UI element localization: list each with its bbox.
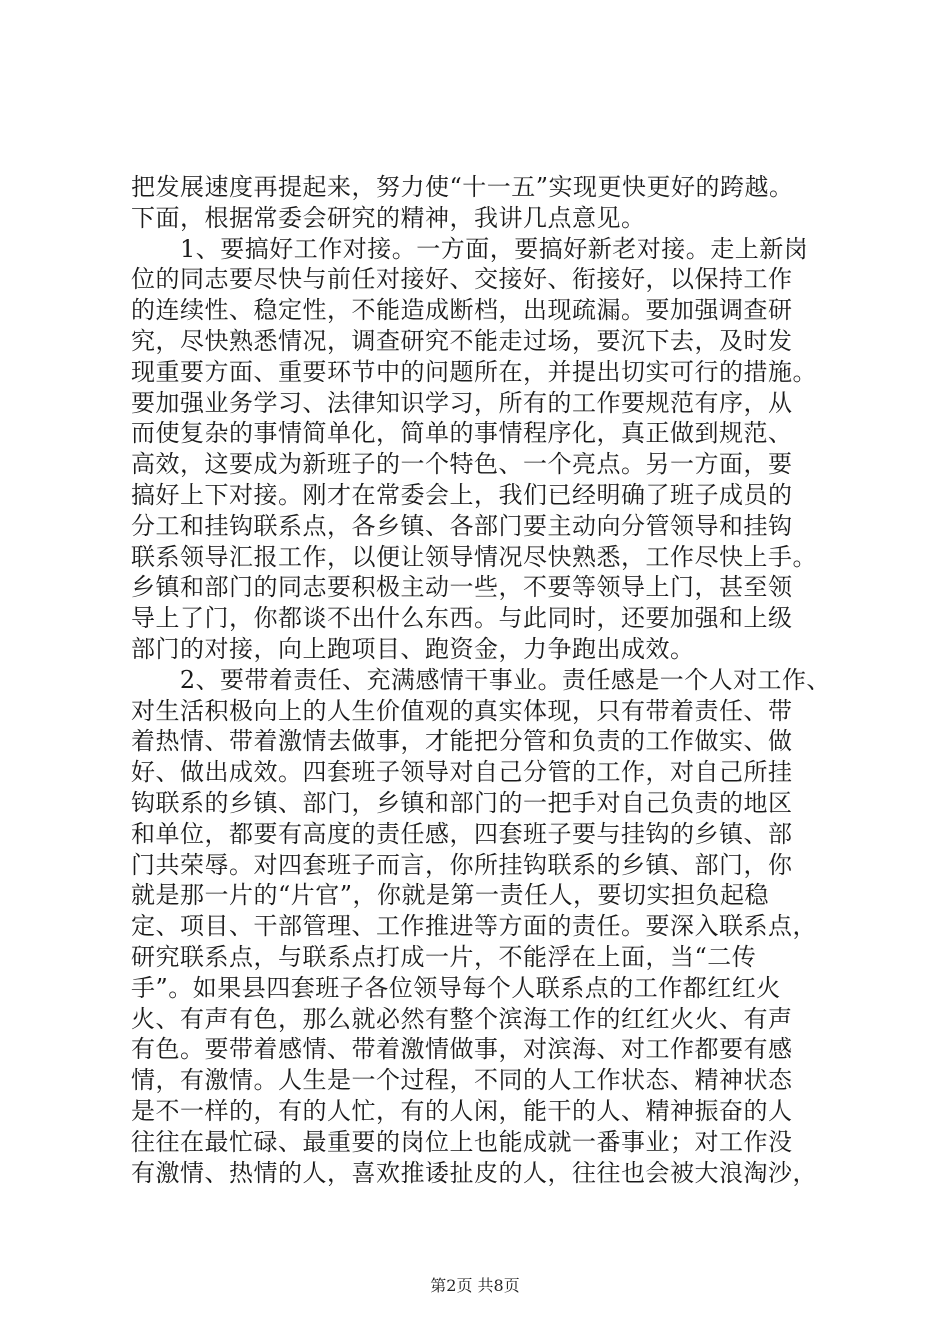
text-line: 着热情、带着激情去做事，才能把分管和负责的工作做实、做 [131, 727, 793, 756]
text-line: 下面，根据常委会研究的精神，我讲几点意见。 [131, 203, 646, 232]
text-line: 搞好上下对接。刚才在常委会上，我们已经明确了班子成员的 [131, 480, 793, 509]
text-line: 手”。如果县四套班子各位领导每个人联系点的工作都红红火 [131, 973, 781, 1002]
text-line: 往往在最忙碌、最重要的岗位上也能成就一番事业；对工作没 [131, 1127, 793, 1156]
text-line: 部门的对接，向上跑项目、跑资金，力争跑出成效。 [131, 634, 695, 663]
text-line: 联系领导汇报工作，以便让领导情况尽快熟悉，工作尽快上手。 [131, 542, 817, 571]
text-line: 而使复杂的事情简单化，简单的事情程序化，真正做到规范、 [131, 419, 793, 448]
text-line: 是不一样的，有的人忙，有的人闲，能干的人、精神振奋的人 [131, 1096, 793, 1125]
text-line: 对生活积极向上的人生价值观的真实体现，只有带着责任、带 [131, 696, 793, 725]
text-line: 究，尽快熟悉情况，调查研究不能走过场，要沉下去，及时发 [131, 326, 793, 355]
text-line: 有色。要带着感情、带着激情做事，对滨海、对工作都要有感 [131, 1035, 793, 1064]
text-line: 的连续性、稳定性，不能造成断档，出现疏漏。要加强调查研 [131, 296, 793, 325]
text-line: 位的同志要尽快与前任对接好、交接好、衔接好，以保持工作 [131, 265, 793, 294]
text-line: 有激情、热情的人，喜欢推诿扯皮的人，往往也会被大浪淘沙， [131, 1158, 817, 1187]
text-line: 和单位，都要有高度的责任感，四套班子要与挂钩的乡镇、部 [131, 819, 793, 848]
text-line: 情，有激情。人生是一个过程，不同的人工作状态、精神状态 [131, 1066, 793, 1095]
text-line: 2、要带着责任、充满感情干事业。责任感是一个人对工作、 [131, 665, 831, 694]
text-line: 火、有声有色，那么就必然有整个滨海工作的红红火火、有声 [131, 1004, 793, 1033]
text-line: 定、项目、干部管理、工作推进等方面的责任。要深入联系点， [131, 912, 817, 941]
page-footer: 第2页 共8页 [430, 1276, 520, 1295]
text-line: 门共荣辱。对四套班子而言，你所挂钩联系的乡镇、部门，你 [131, 850, 793, 879]
text-line: 现重要方面、重要环节中的问题所在，并提出切实可行的措施。 [131, 357, 817, 386]
text-line: 高效，这要成为新班子的一个特色、一个亮点。另一方面，要 [131, 450, 793, 479]
text-line: 好、做出成效。四套班子领导对自己分管的工作，对自己所挂 [131, 758, 793, 787]
text-line: 乡镇和部门的同志要积极主动一些，不要等领导上门，甚至领 [131, 573, 793, 602]
text-line: 要加强业务学习、法律知识学习，所有的工作要规范有序，从 [131, 388, 793, 417]
text-line: 钩联系的乡镇、部门，乡镇和部门的一把手对自己负责的地区 [131, 788, 793, 817]
text-line: 导上了门，你都谈不出什么东西。与此同时，还要加强和上级 [131, 604, 793, 633]
text-line: 就是那一片的“片官”，你就是第一责任人，要切实担负起稳 [131, 881, 770, 910]
text-line: 分工和挂钩联系点，各乡镇、各部门要主动向分管领导和挂钩 [131, 511, 793, 540]
text-line: 研究联系点，与联系点打成一片，不能浮在上面，当“二传 [131, 942, 757, 971]
text-line: 把发展速度再提起来，努力使“十一五”实现更快更好的跨越。 [131, 173, 794, 201]
body-text [131, 172, 831, 1188]
text-line: 1、要搞好工作对接。一方面，要搞好新老对接。走上新岗 [131, 234, 809, 263]
